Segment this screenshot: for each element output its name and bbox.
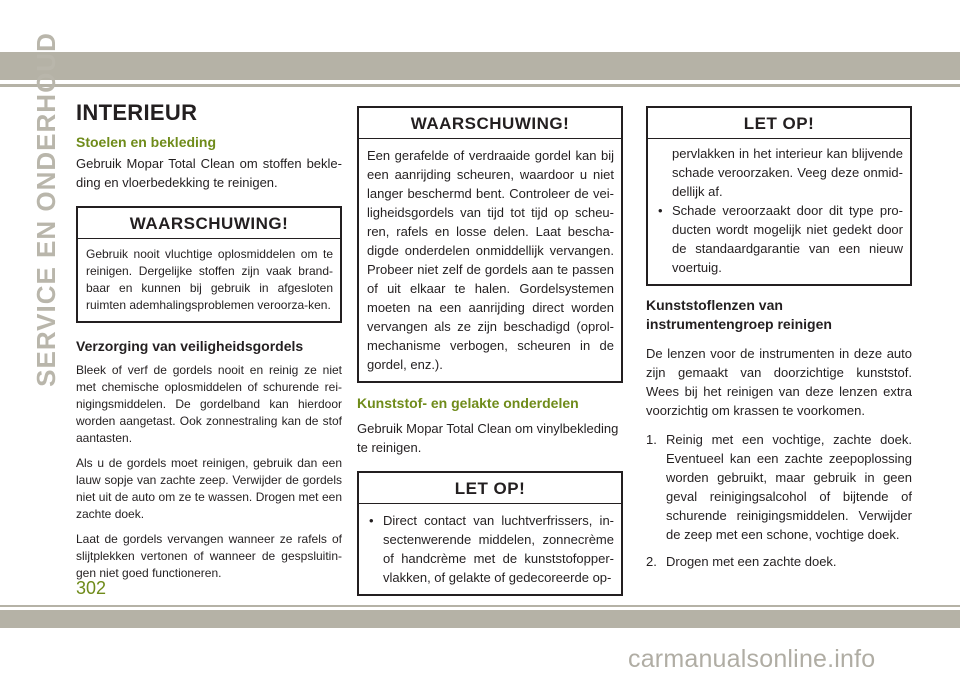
caution-list <box>656 201 903 277</box>
column-2 <box>357 106 623 596</box>
paragraph-seatbelts-1: Bleek of verf de gordels nooit en reinig ze niet met chemische oplosmiddelen of schurende rei-nigingsmiddelen. De gordelband kan hierdoor worden aangetast. Ook zonnestraling kan de stof aantasten. <box>76 363 342 445</box>
bullet-icon: • <box>369 513 374 528</box>
subheading-seatbelts: Verzorging van veiligheidsgordels <box>76 338 304 354</box>
header-rule <box>0 84 960 87</box>
bullet-icon: • <box>658 203 663 218</box>
warning-box-seatbelts <box>357 106 623 383</box>
step-number: 1. <box>646 432 657 447</box>
warning-box-title: WAARSCHUWING! <box>78 208 340 239</box>
caution-box-title: LET OP! <box>359 473 621 504</box>
page-number: 302 <box>76 578 107 598</box>
column-3 <box>646 106 912 579</box>
caution-box-2 <box>646 106 912 286</box>
list-item <box>656 201 903 277</box>
footer-band <box>0 610 960 628</box>
header-band <box>0 52 960 80</box>
warning-box-text: Gebruik nooit vluchtige oplosmiddelen om te reinigen. Dergelijke stoffen zijn vaak brand-baar en kunnen bij gebruik in afgesloten ruimten ademhalingsproblemen veroorza-ken. <box>86 247 333 312</box>
step-number: 2. <box>646 554 657 569</box>
paragraph-seatbelts-2: Als u de gordels moet reinigen, gebruik dan een lauw sopje van zachte zeep. Verwijder de gordels niet uit de auto om ze te wassen. Drogen met een zachte doek. <box>76 456 342 521</box>
paragraph-seats: Gebruik Mopar Total Clean om stoffen bekle-ding en vloerbedekking te reinigen. <box>76 156 342 190</box>
column-1 <box>76 100 342 590</box>
warning-box-title: WAARSCHUWING! <box>359 108 621 139</box>
subheading-seats: Stoelen en bekleding <box>76 134 217 150</box>
caution-box-1 <box>357 471 623 596</box>
list-item <box>367 511 614 587</box>
paragraph-plastic-parts: Gebruik Mopar Total Clean om vinylbekleding te reinigen. <box>357 421 619 455</box>
section-side-label-text: SERVICE EN ONDERHOUD <box>30 31 61 387</box>
list-item-text: Direct contact van luchtverfrissers, in-sectenwerende middelen, zonnecrème of handcrème met de kunststofopper-vlakken, of gelakte of gedecoreerde op- <box>383 513 614 585</box>
step-text: Drogen met een zachte doek. <box>666 554 837 569</box>
list-item <box>646 430 912 544</box>
page-title: INTERIEUR <box>76 100 198 125</box>
subheading-instrument-lenses: Kunststoflenzen van instrumentengroep reinigen <box>646 297 832 332</box>
section-side-label <box>28 31 64 387</box>
footer-rule <box>0 605 960 607</box>
paragraph-seatbelts-3: Laat de gordels vervangen wanneer ze rafels of slijtplekken vertonen of wanneer de gespsluitin-gen niet goed functioneren. <box>76 532 342 580</box>
subheading-plastic-parts: Kunststof- en gelakte onderdelen <box>357 395 579 411</box>
step-text: Reinig met een vochtige, zachte doek. Eventueel kan een zachte zeepoplossing worden gebruikt, maar gebruik in geen geval reinigingsalcohol of bijtende of schurende reinigingsmiddelen. Verwijder de zeep met een schone, vochtige doek. <box>666 432 912 542</box>
caution-continuation-text: pervlakken in het interieur kan blijvende schade veroorzaken. Veeg deze onmid-dellijk af. <box>672 146 903 199</box>
caution-box-title: LET OP! <box>648 108 910 139</box>
list-item-text: Schade veroorzaakt door dit type pro-ducten wordt mogelijk niet gedekt door de standaardgarantie van een nieuw voertuig. <box>672 203 903 275</box>
cleaning-steps <box>646 430 912 571</box>
list-item <box>646 552 912 571</box>
caution-list <box>367 511 614 587</box>
warning-box-solvents <box>76 206 342 323</box>
warning-box-text: Een gerafelde of verdraaide gordel kan bij een aanrijding scheuren, waardoor u niet langer beschermd bent. Controleer de vei-ligheidsgordels van tijd tot tijd op scheu-ren, rafels en losse delen. Laat bescha-digde onderdelen onmiddellijk vervangen. Probeer niet zelf de gordels aan te passen of uit elkaar te halen. Gordelsystemen moeten na een aanrijding direct worden vervangen als ze zijn beschadigd (oprol-mechanisme verbogen, scheuren in de gordel, enz.). <box>367 148 614 372</box>
paragraph-instrument-lenses: De lenzen voor de instrumenten in deze auto zijn gemaakt van doorzichtige kunststof. Wees bij het reinigen van deze lenzen extra voorzichtig om krassen te voorkomen. <box>646 346 912 418</box>
watermark-text: carmanualsonline.info <box>628 645 876 673</box>
